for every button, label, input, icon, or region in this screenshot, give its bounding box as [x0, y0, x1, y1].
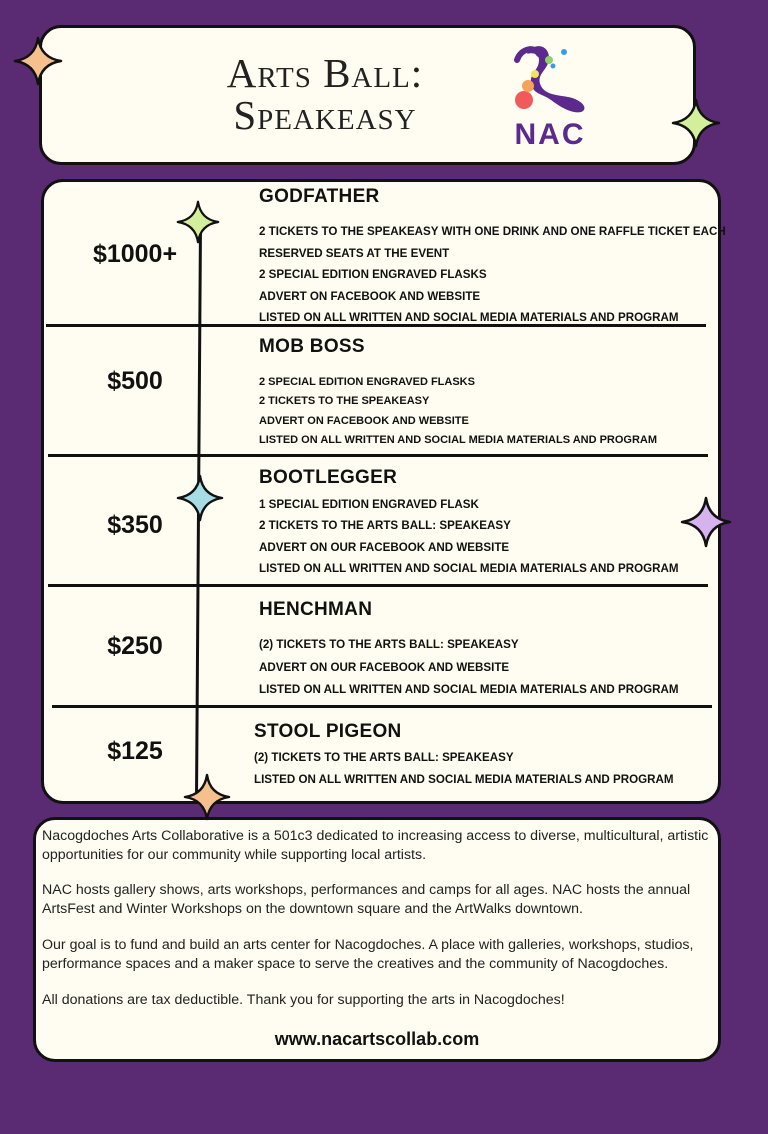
perk-item: LISTED ON ALL WRITTEN AND SOCIAL MEDIA MATERIALS AND PROGRAM — [259, 683, 679, 697]
perk-item: ADVERT ON FACEBOOK AND WEBSITE — [259, 414, 469, 427]
tier-price: $125 — [107, 737, 163, 765]
perk-item: ADVERT ON FACEBOOK AND WEBSITE — [259, 289, 481, 303]
paint-swirl-icon — [505, 40, 595, 120]
nac-logo — [505, 40, 595, 155]
tier-price: $500 — [107, 367, 163, 395]
sparkle-star-icon — [183, 773, 231, 821]
perk-item: LISTED ON ALL WRITTEN AND SOCIAL MEDIA MATERIALS AND PROGRAM — [259, 311, 679, 325]
event-title — [190, 52, 460, 136]
perk-item: 2 TICKETS TO THE SPEAKEASY WITH ONE DRINK AND ONE RAFFLE TICKET EACH — [259, 225, 726, 238]
sparkle-star-icon — [13, 36, 63, 86]
sparkle-star-icon — [671, 98, 721, 148]
sparkle-star-icon — [176, 474, 224, 522]
perk-item: (2) TICKETS TO THE ARTS BALL: SPEAKEASY — [254, 751, 514, 764]
perk-item: LISTED ON ALL WRITTEN AND SOCIAL MEDIA MATERIALS AND PROGRAM — [254, 772, 674, 786]
perk-item: ADVERT ON OUR FACEBOOK AND WEBSITE — [259, 660, 510, 674]
tier-name: MOB BOSS — [259, 336, 365, 357]
title-line-1: Arts Ball: — [226, 50, 424, 96]
perk-item: LISTED ON ALL WRITTEN AND SOCIAL MEDIA MATERIALS AND PROGRAM — [259, 434, 658, 447]
tier-price: $350 — [107, 511, 163, 539]
tier-name: BOOTLEGGER — [259, 467, 398, 488]
perk-item: LISTED ON ALL WRITTEN AND SOCIAL MEDIA MATERIALS AND PROGRAM — [259, 562, 679, 576]
perk-item: 2 TICKETS TO THE SPEAKEASY — [259, 395, 430, 408]
perk-item: 2 SPECIAL EDITION ENGRAVED FLASKS — [259, 268, 487, 282]
tier-price: $250 — [107, 632, 163, 660]
tier-name: GODFATHER — [259, 186, 380, 207]
perk-item: 1 SPECIAL EDITION ENGRAVED FLASK — [259, 498, 479, 511]
tier-perks — [259, 494, 679, 580]
tier-name: HENCHMAN — [259, 599, 373, 620]
about-paragraph: Nacogdoches Arts Collaborative is a 501c3 dedicated to increasing access to diverse, multicultural, artistic opportunities for our community while supporting local artists. — [42, 828, 709, 863]
perk-item: (2) TICKETS TO THE ARTS BALL: SPEAKEASY — [259, 638, 519, 651]
tier-divider — [48, 454, 708, 457]
tier-perks — [259, 373, 657, 451]
about-paragraph: All donations are tax deductible. Thank you for supporting the arts in Nacogdoches! — [42, 992, 565, 1008]
about-paragraph: Our goal is to fund and build an arts center for Nacogdoches. A place with galleries, workshops, studios, performance spaces and a maker space to serve the creatives and the community of Nacogdoches. — [42, 937, 694, 972]
tier-name: STOOL PIGEON — [254, 721, 402, 742]
title-line-2: Speakeasy — [233, 92, 417, 138]
tier-perks — [259, 634, 679, 702]
website-link[interactable]: www.nacartscollab.com — [274, 1029, 480, 1049]
sparkle-star-icon — [176, 200, 220, 244]
perk-item: RESERVED SEATS AT THE EVENT — [259, 246, 450, 260]
perk-item: ADVERT ON OUR FACEBOOK AND WEBSITE — [259, 540, 510, 554]
tier-price: $1000+ — [92, 240, 178, 268]
tier-divider — [52, 705, 712, 708]
tier-divider — [48, 584, 708, 587]
sparkle-star-icon — [680, 496, 732, 548]
about-paragraph: NAC hosts gallery shows, arts workshops, performances and camps for all ages. NAC hosts the annual ArtsFest and Winter Workshops on the downtown square and the ArtWalks downtown. — [42, 882, 691, 917]
tier-perks — [259, 221, 726, 329]
perk-item: 2 SPECIAL EDITION ENGRAVED FLASKS — [259, 376, 475, 388]
tier-perks — [254, 747, 674, 790]
perk-item: 2 TICKETS TO THE ARTS BALL: SPEAKEASY — [259, 519, 511, 533]
logo-text: NAC — [514, 118, 586, 151]
